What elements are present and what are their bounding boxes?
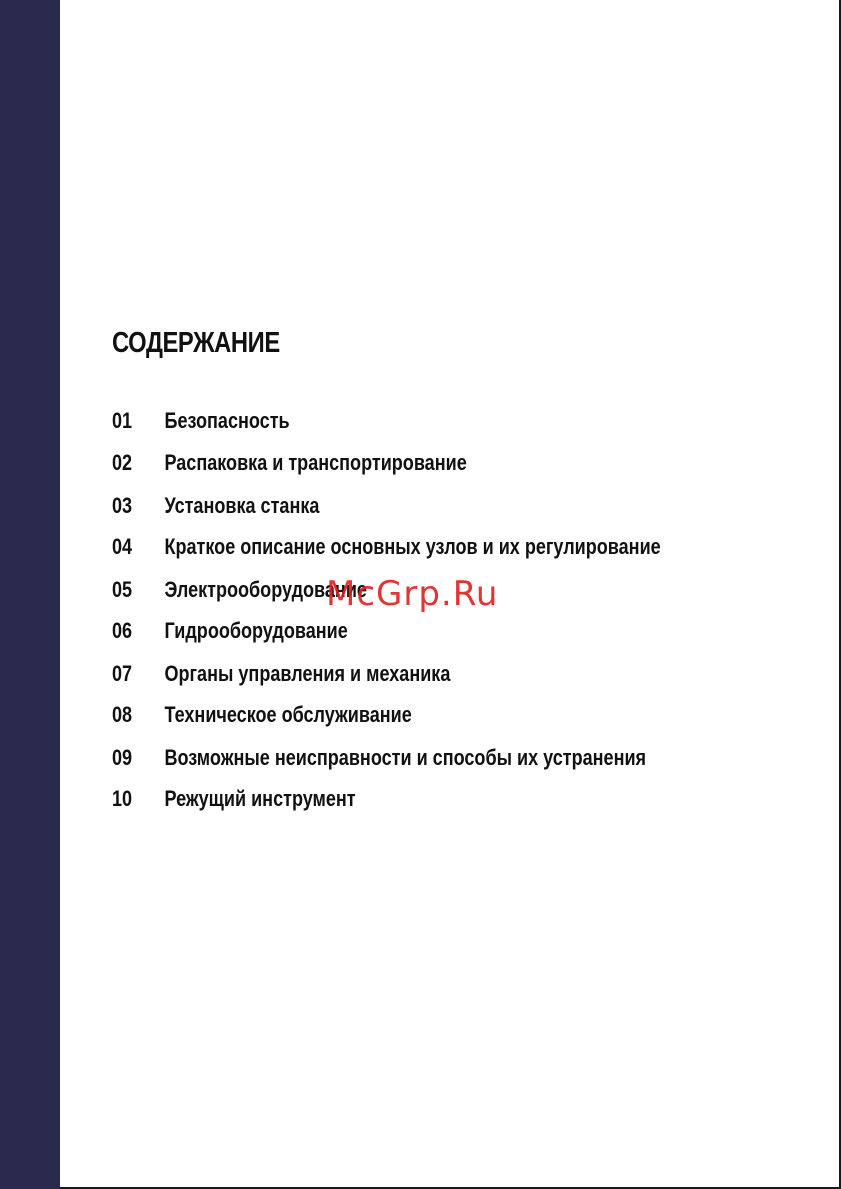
- toc-item-number: 06: [112, 618, 133, 643]
- toc-item-label: Установка станка: [164, 493, 320, 518]
- toc-item-number: 08: [112, 702, 133, 727]
- toc-item-number: 05: [112, 577, 133, 602]
- toc-item-number: 02: [112, 450, 133, 475]
- toc-item-number: 03: [112, 493, 133, 518]
- toc-item-number: 01: [112, 408, 133, 433]
- sidebar-stripe: [0, 0, 60, 1189]
- toc-item-label: Краткое описание основных узлов и их регулирование: [164, 534, 661, 559]
- toc-item-label: Электрооборудование: [164, 577, 367, 602]
- toc-item-label: Распаковка и транспортирование: [164, 450, 467, 475]
- toc-item-label: Органы управления и механика: [164, 661, 451, 686]
- page-title: СОДЕРЖАНИЕ: [112, 327, 280, 359]
- toc-item-number: 10: [112, 786, 133, 811]
- toc-item-number: 07: [112, 661, 133, 686]
- toc-item-number: 09: [112, 745, 133, 770]
- toc-item-label: Возможные неисправности и способы их устранения: [164, 745, 647, 770]
- toc-item-number: 04: [112, 534, 133, 559]
- toc-item-label: Безопасность: [164, 408, 290, 433]
- watermark-text: McGrp.Ru: [326, 574, 499, 614]
- toc-item-label: Техническое обслуживание: [164, 702, 412, 727]
- toc-item-label: Режущий инструмент: [164, 786, 356, 811]
- toc-item-label: Гидрооборудование: [164, 618, 348, 643]
